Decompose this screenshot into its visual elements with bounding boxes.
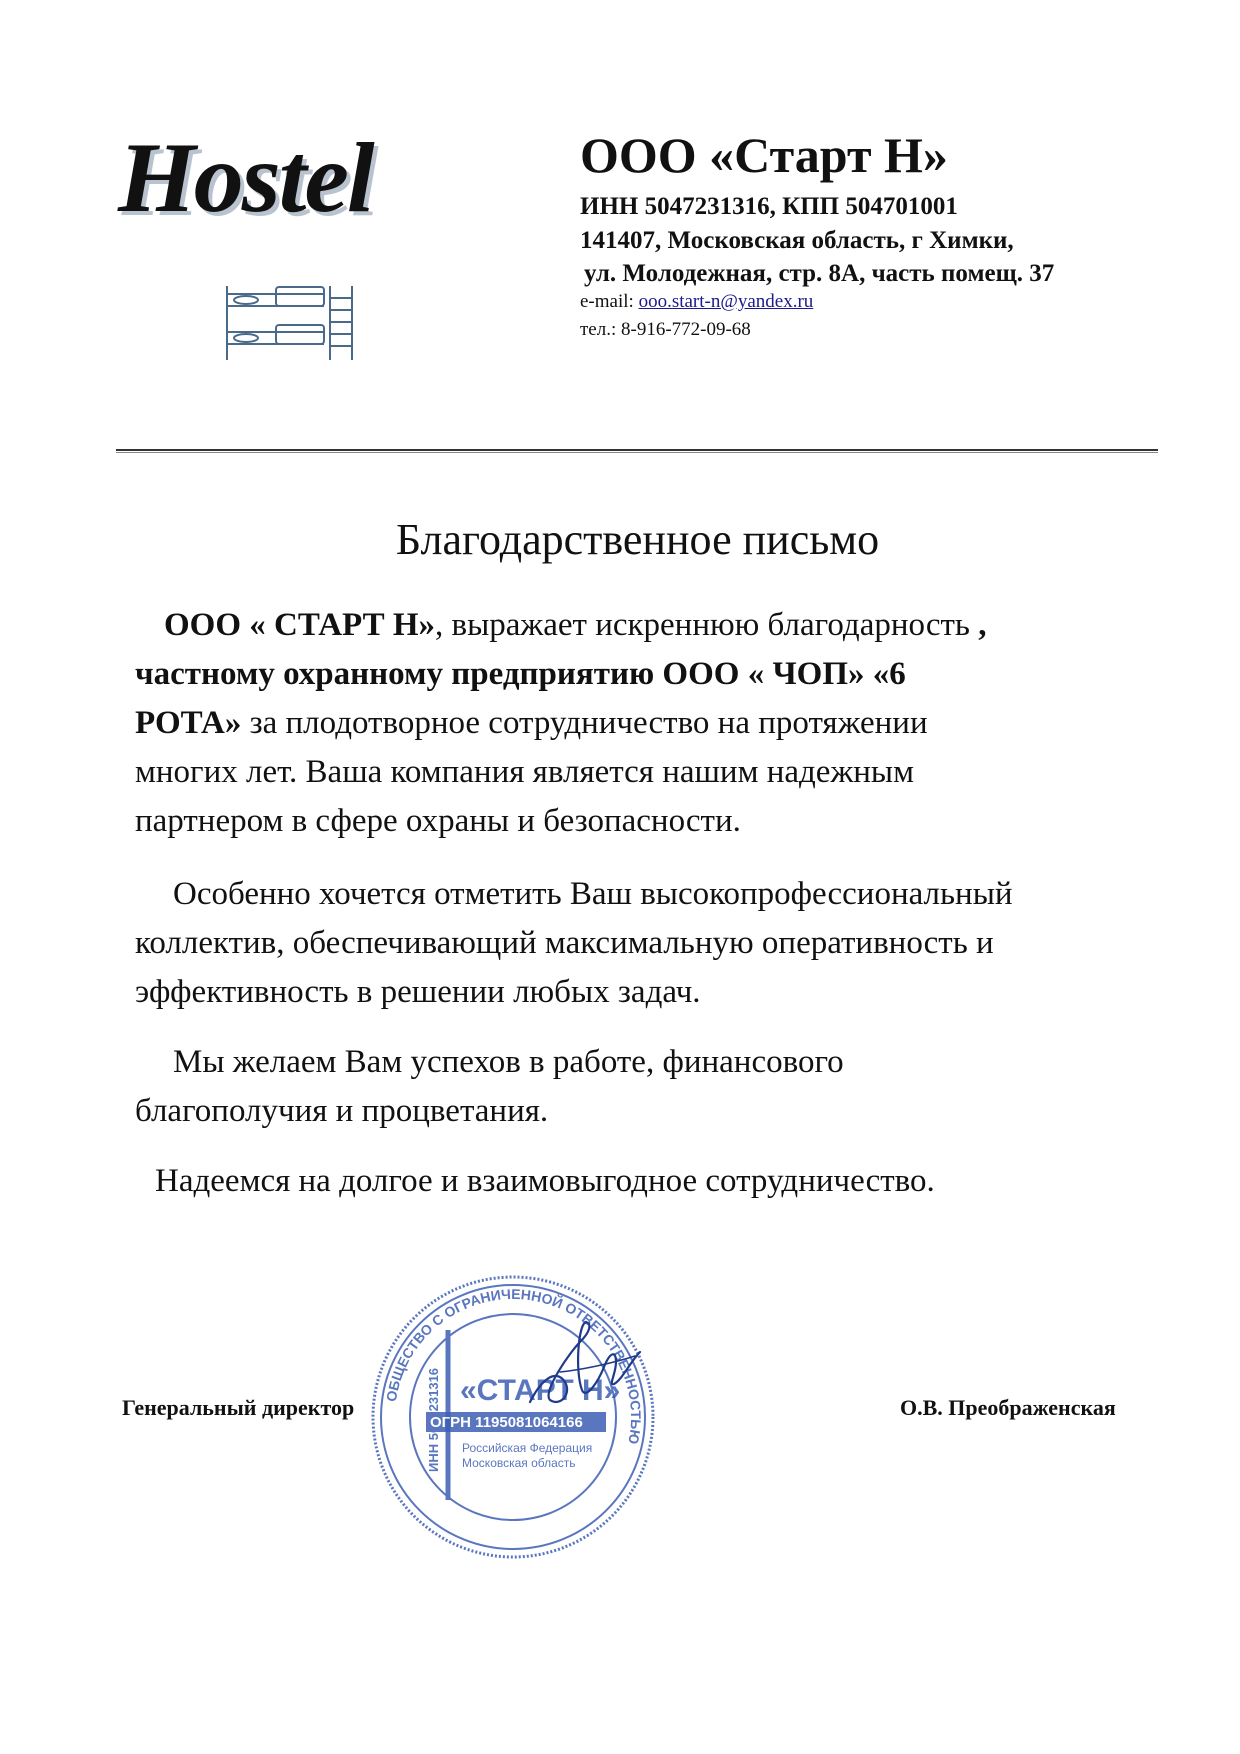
handwritten-signature bbox=[520, 1312, 650, 1422]
paragraph-2-line-2: коллектив, обеспечивающий максимальную оперативность и bbox=[135, 925, 994, 961]
paragraph-3-line-1: Мы желаем Вам успехов в работе, финансового bbox=[173, 1044, 844, 1080]
email-row bbox=[580, 292, 813, 311]
text-fragment: , выражает искреннюю благодарность bbox=[435, 607, 970, 643]
recipient-name-end: РОТА» bbox=[135, 705, 242, 741]
signatory-role: Генеральный директор bbox=[122, 1395, 355, 1420]
email-link[interactable]: ooo.start-n@yandex.ru bbox=[638, 291, 814, 312]
text-fragment: за плодотворное сотрудничество на протяжении bbox=[241, 705, 928, 741]
paragraph-3 bbox=[135, 1038, 844, 1136]
paragraph-4-line-1: Надеемся на долгое и взаимовыгодное сотрудничество. bbox=[155, 1163, 935, 1199]
stamp-ring-text: ОБЩЕСТВО С ОГРАНИЧЕННОЙ ОТВЕТСТВЕННОСТЬЮ bbox=[382, 1285, 645, 1446]
header-divider bbox=[116, 449, 1158, 453]
text-fragment: , bbox=[969, 607, 987, 643]
paragraph-1-line-3 bbox=[135, 699, 986, 748]
paragraph-1-line-2 bbox=[135, 650, 986, 699]
paragraph-1-line-5: партнером в сфере охраны и безопасности. bbox=[135, 803, 741, 839]
bunk-bed-icon bbox=[224, 284, 356, 362]
paragraph-2-line-1: Особенно хочется отметить Ваш высокопрофессиональный bbox=[173, 876, 1013, 912]
letter-title: Благодарственное письмо bbox=[395, 515, 880, 564]
paragraph-3-line-2: благополучия и процветания. bbox=[135, 1093, 549, 1129]
phone: тел.: 8-916-772-09-68 bbox=[580, 319, 751, 340]
signatory-name: О.В. Преображенская bbox=[900, 1395, 1116, 1420]
stamp-ogrn: ОГРН 1195081064166 bbox=[430, 1414, 583, 1431]
paragraph-1 bbox=[135, 601, 986, 846]
email-label: e-mail: bbox=[580, 291, 634, 312]
address-line-1: 141407, Московская область, г Химки, bbox=[580, 227, 1014, 254]
company-name: ООО «Старт Н» bbox=[580, 127, 948, 183]
stamp-region-2: Московская область bbox=[462, 1456, 576, 1470]
paragraph-1-line-1 bbox=[135, 601, 986, 650]
paragraph-1-line-4: многих лет. Ваша компания является нашим надежным bbox=[135, 754, 914, 790]
inn-kpp: ИНН 5047231316, КПП 504701001 bbox=[580, 193, 958, 220]
paragraph-4 bbox=[155, 1157, 935, 1206]
sender-name: ООО « СТАРТ Н» bbox=[164, 607, 436, 643]
hostel-logo: Hostel bbox=[118, 122, 373, 233]
recipient-name: частному охранному предприятию ООО « ЧОП» «6 bbox=[135, 656, 906, 692]
paragraph-2-line-3: эффективность в решении любых задач. bbox=[135, 974, 701, 1010]
paragraph-2 bbox=[135, 870, 1013, 1017]
stamp-region-1: Российская Федерация bbox=[462, 1441, 593, 1455]
address-line-2: ул. Молодежная, стр. 8А, часть помещ. 37 bbox=[584, 260, 1055, 287]
stamp-company-name: «СТАРТ Н» bbox=[460, 1374, 621, 1407]
